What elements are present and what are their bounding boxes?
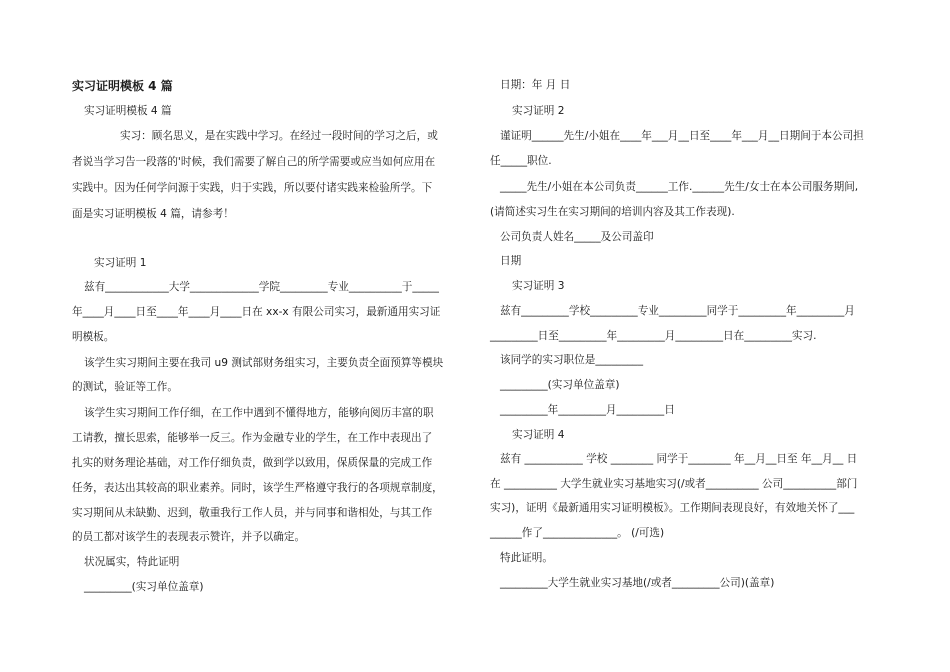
- cert4-para1-line: ______作了______________。 (/可选): [490, 527, 665, 539]
- cert2-para1-line: 任_____职位.: [490, 155, 552, 167]
- cert1-para1-line: 兹有____________大学_____________学院_________专业__________于_____: [84, 281, 439, 293]
- cert3-para1-line: 兹有_________学校_________专业_________同学于_________年_________月: [500, 305, 855, 317]
- cert3-position: 该同学的实习职位是_________: [500, 354, 644, 366]
- cert1-para3-line: 工请教，擅长思索，能够举一反三。作为金融专业的学生，在工作中表现出了: [72, 432, 433, 444]
- cert4-seal: _________大学生就业实习基地(/或者_________公司)(盖章): [500, 577, 775, 589]
- cert3-date: _________年_________月_________日: [500, 404, 675, 416]
- cert1-para3-line: 任务，表达出其较高的职业素养。同时，该学生严格遵守我行的各项规章制度，: [72, 482, 443, 494]
- cert4-para1-line: 兹有 ___________ 学校 ________ 同学于________ 年__月__日至 年__月__ 日: [500, 453, 858, 465]
- intro-line: 实践中。因为任何学问源于实践，归于实践，所以要付诸实践来检验所学。下: [72, 182, 433, 194]
- cert3-seal: _________(实习单位盖章): [500, 379, 620, 391]
- cert1-seal: _________(实习单位盖章): [84, 581, 204, 593]
- cert1-heading: 实习证明 1: [94, 257, 147, 269]
- intro-line: 面是实习证明模板 4 篇，请参考！: [72, 208, 234, 220]
- cert1-para3-line: 实习期间从未缺勤、迟到，敬重我行工作人员，并与同事和谐相处，与其工作: [72, 507, 433, 519]
- cert2-signer: 公司负责人姓名_____及公司盖印: [500, 231, 654, 243]
- cert3-para1-line: _________日至_________年_________月_________日在_________实习.: [490, 330, 817, 342]
- intro-line: 实习：顾名思义，是在实践中学习。在经过一段时间的学习之后，或: [120, 130, 438, 142]
- document-title: 实习证明模板 4 篇: [72, 79, 173, 93]
- cert2-date: 日期: [500, 255, 522, 267]
- cert1-para3-line: 该学生实习期间工作仔细，在工作中遇到不懂得地方，能够向阅历丰富的职: [84, 407, 434, 419]
- cert1-para1-line: 明模板。: [72, 331, 115, 343]
- cert2-para1-line: 谨证明______先生/小姐在____年___月__日至____年___月__日期间于本公司担: [500, 130, 864, 142]
- cert1-para3-line: 的员工都对该学生的表现表示赞许，并予以确定。: [72, 531, 306, 543]
- cert1-para3-line: 扎实的财务理论基础，对工作仔细负责，做到学以致用，保质保量的完成工作: [72, 457, 433, 469]
- cert1-para2-line: 该学生实习期间主要在我司 u9 测试部财务组实习，主要负责全面预算等模块: [84, 357, 444, 369]
- cert2-heading: 实习证明 2: [512, 105, 565, 117]
- cert4-closing: 特此证明。: [500, 552, 553, 564]
- cert2-para2-line: _____先生/小姐在本公司负责______工作.______先生/女士在本公司服务期间,: [500, 181, 859, 193]
- cert4-heading: 实习证明 4: [512, 429, 565, 441]
- cert1-closing: 状况属实，特此证明: [84, 556, 180, 568]
- document-subtitle: 实习证明模板 4 篇: [84, 105, 172, 117]
- cert1-para2-line: 的测试，验证等工作。: [72, 381, 178, 393]
- cert4-para1-line: 在 __________ 大学生就业实习基地实习(/或者__________ 公司__________部门: [490, 478, 858, 490]
- cert2-para2-line: (请简述实习生在实习期间的培训内容及其工作表现).: [490, 206, 735, 218]
- cert1-para1-line: 年____月____日至____年____月____日在 xx-x 有限公司实习，最新通用实习证: [72, 306, 441, 318]
- cert3-heading: 实习证明 3: [512, 280, 565, 292]
- intro-line: 者说当学习告一段落的'时候，我们需要了解自己的所学需要或应当如何应用在: [72, 156, 436, 168]
- cert4-para1-line: 实习)，证明《最新通用实习证明模板》。工作期间表现良好，有效地关怀了___: [490, 502, 855, 514]
- date-line: 日期：年 月 日: [500, 79, 571, 91]
